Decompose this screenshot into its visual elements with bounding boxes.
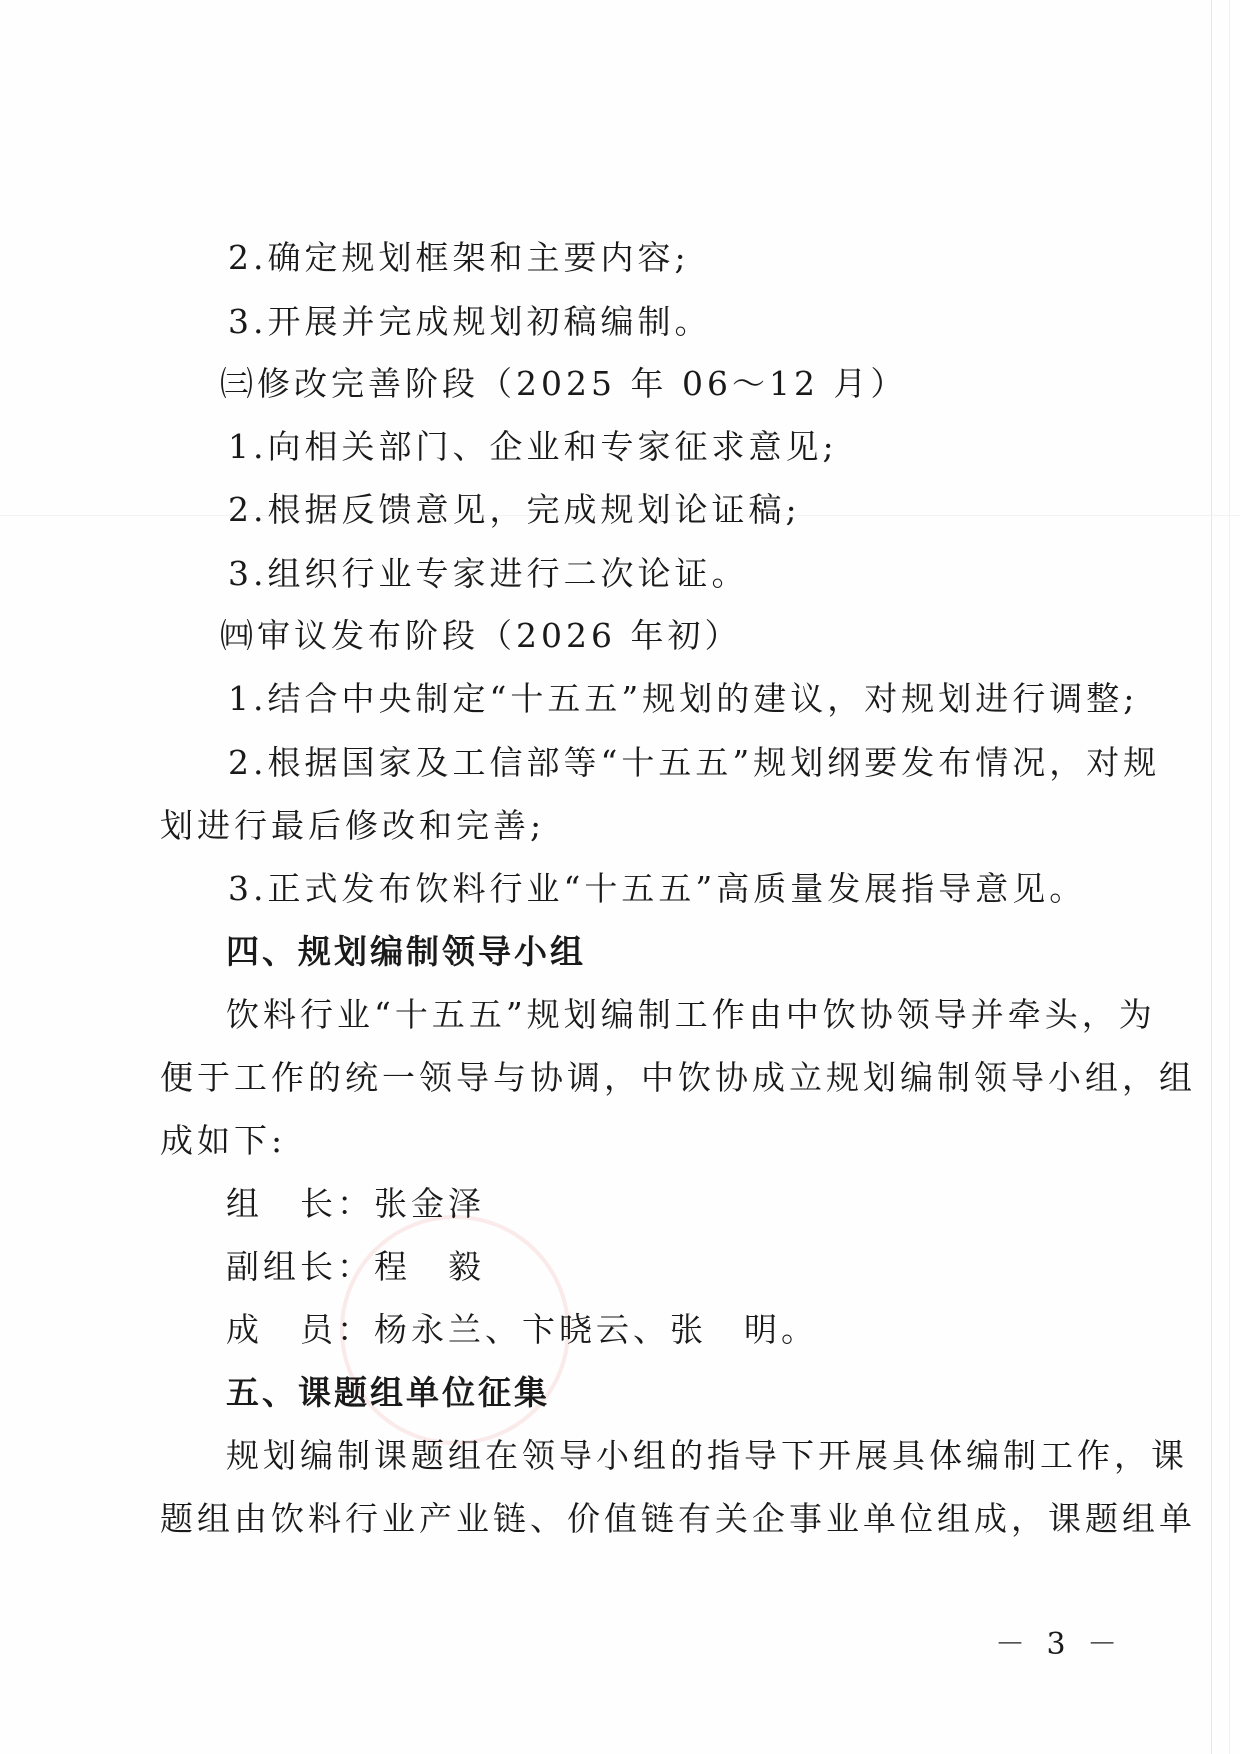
- page-number: － 3 －: [995, 1627, 1124, 1662]
- section-5-heading: 五、课题组单位征集: [226, 1373, 550, 1412]
- step-2-final-revision: 2.根据国家及工信部等“十五五”规划纲要发布情况，对规: [228, 743, 1161, 782]
- group-members: 成 员：杨永兰、卞晓云、张 明。: [226, 1310, 818, 1349]
- step-3-publish: 3.正式发布饮料行业“十五五”高质量发展指导意见。: [228, 869, 1087, 908]
- step-3-second-review: 3.组织行业专家进行二次论证。: [228, 554, 749, 593]
- step-2-final-revision-cont: 划进行最后修改和完善;: [160, 806, 546, 845]
- group-leader: 组 长：张金泽: [226, 1184, 485, 1223]
- deputy-group-leader: 副组长：程 毅: [226, 1247, 485, 1286]
- section-5-paragraph-line-2: 题组由饮料行业产业链、价值链有关企事业单位组成，课题组单: [160, 1499, 1196, 1538]
- section-4-paragraph-line-1: 饮料行业“十五五”规划编制工作由中饮协领导并牵头，为: [226, 995, 1156, 1034]
- step-3-draft: 3.开展并完成规划初稿编制。: [228, 302, 712, 341]
- step-1-adjust-plan: 1.结合中央制定“十五五”规划的建议，对规划进行调整;: [228, 679, 1139, 718]
- phase-4-heading: ㈣审议发布阶段（2026 年初）: [220, 616, 742, 655]
- step-2-demonstration-draft: 2.根据反馈意见，完成规划论证稿;: [228, 490, 801, 529]
- scan-edge-line: [1229, 0, 1230, 1754]
- phase-3-heading: ㈢修改完善阶段（2025 年 06～12 月）: [220, 364, 908, 403]
- section-4-paragraph-line-2: 便于工作的统一领导与协调，中饮协成立规划编制领导小组，组: [160, 1058, 1196, 1097]
- step-2-define-framework: 2.确定规划框架和主要内容;: [228, 238, 690, 277]
- step-1-solicit-opinions: 1.向相关部门、企业和专家征求意见;: [228, 427, 838, 466]
- section-4-heading: 四、规划编制领导小组: [226, 932, 586, 971]
- section-5-paragraph-line-1: 规划编制课题组在领导小组的指导下开展具体编制工作，课: [226, 1436, 1188, 1475]
- section-4-paragraph-line-3: 成如下:: [160, 1121, 287, 1160]
- scan-edge-line: [1211, 0, 1212, 1754]
